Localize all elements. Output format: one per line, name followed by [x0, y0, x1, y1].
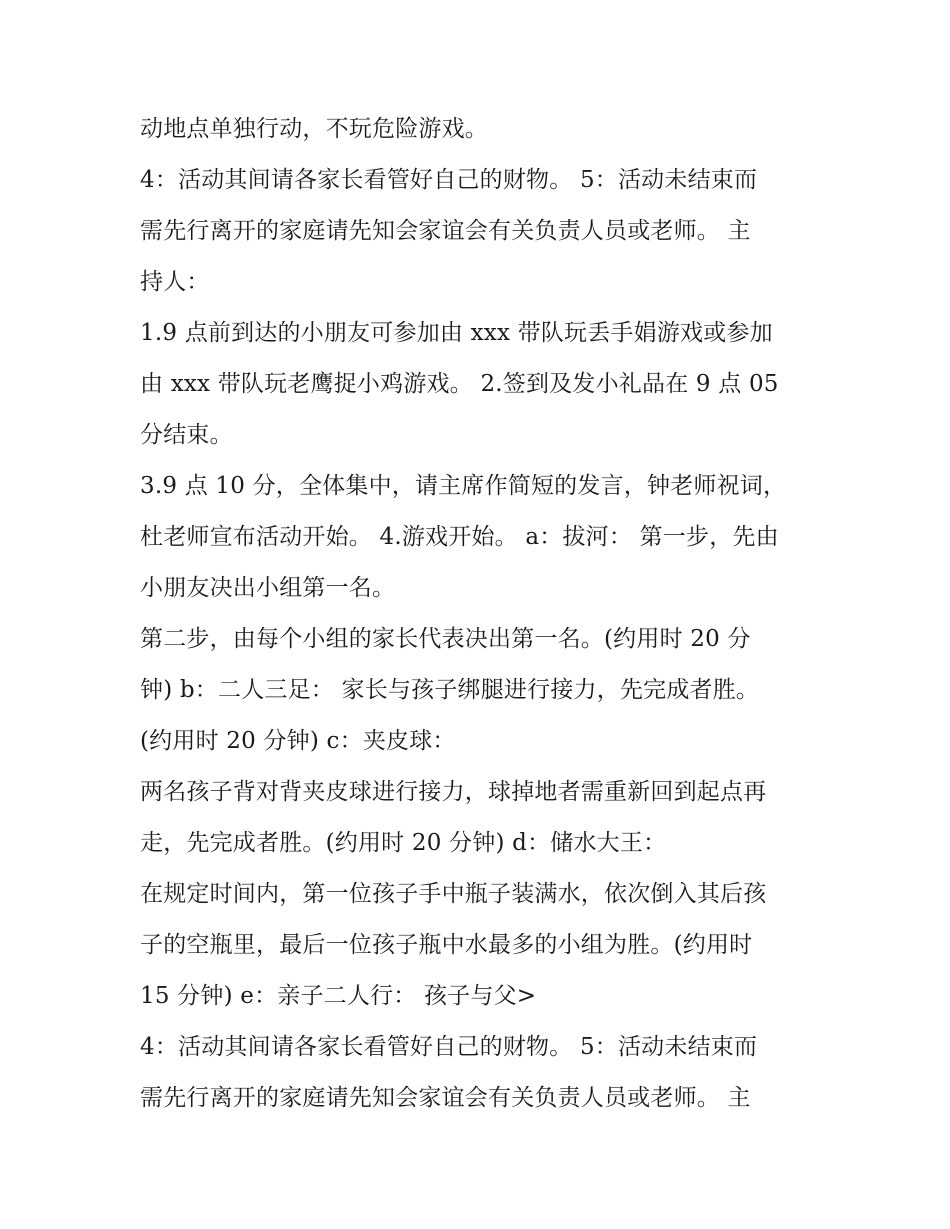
text-line: 在规定时间内，第一位孩子手中瓶子装满水，依次倒入其后孩	[140, 881, 767, 907]
text-line: 4：活动其间请各家长看管好自己的财物。 5：活动未结束而	[140, 1034, 758, 1060]
document-body	[140, 104, 820, 1124]
text-line: 需先行离开的家庭请先知会家谊会有关负责人员或老师。 主	[140, 1085, 751, 1111]
text-line: 1.9 点前到达的小朋友可参加由 xxx 带队玩丢手娟游戏或参加	[140, 320, 773, 346]
text-line: 杜老师宣布活动开始。 4.游戏开始。 a：拔河： 第一步，先由	[140, 524, 779, 550]
text-line: 分结束。	[140, 422, 233, 448]
text-line: 动地点单独行动，不玩危险游戏。	[140, 116, 488, 142]
text-line: (约用时 20 分钟) c：夹皮球：	[140, 728, 456, 754]
text-line: 第二步，由每个小组的家长代表决出第一名。(约用时 20 分	[140, 626, 751, 652]
text-line: 子的空瓶里，最后一位孩子瓶中水最多的小组为胜。(约用时	[140, 932, 753, 958]
text-line: 走，先完成者胜。(约用时 20 分钟) d：储水大王：	[140, 830, 667, 856]
text-line: 需先行离开的家庭请先知会家谊会有关负责人员或老师。 主	[140, 218, 751, 244]
text-line: 钟) b：二人三足： 家长与孩子绑腿进行接力，先完成者胜。	[140, 677, 760, 703]
text-line: 3.9 点 10 分，全体集中，请主席作简短的发言，钟老师祝词，	[140, 473, 787, 499]
text-line: 持人：	[140, 269, 210, 295]
text-line: 小朋友决出小组第一名。	[140, 575, 396, 601]
text-line: 4：活动其间请各家长看管好自己的财物。 5：活动未结束而	[140, 167, 758, 193]
text-line: 15 分钟) e：亲子二人行： 孩子与父>	[140, 983, 537, 1009]
text-line: 由 xxx 带队玩老鹰捉小鸡游戏。 2.签到及发小礼品在 9 点 05	[140, 371, 779, 397]
text-line: 两名孩子背对背夹皮球进行接力，球掉地者需重新回到起点再	[140, 779, 767, 805]
